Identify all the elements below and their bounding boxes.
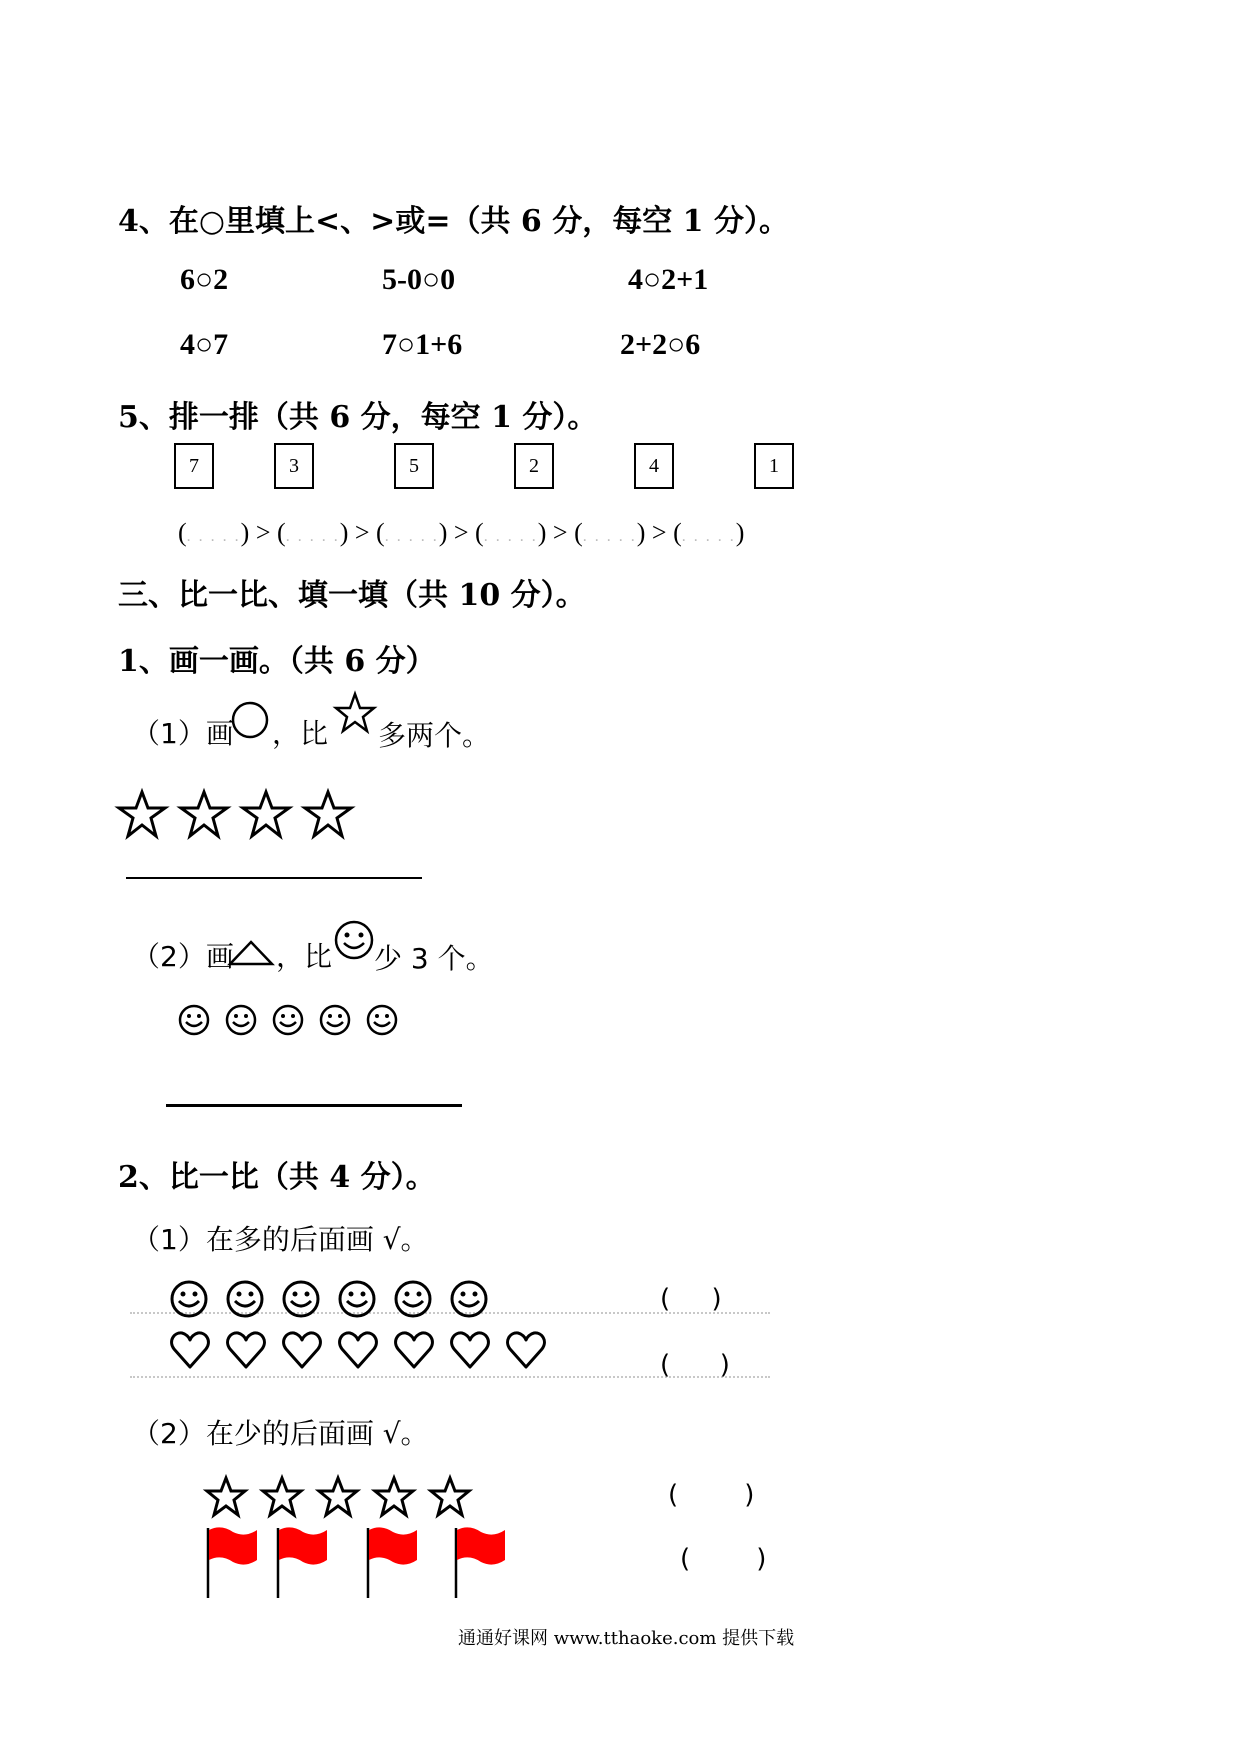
heart-icon bbox=[284, 1333, 321, 1367]
number-box-5: 5 bbox=[394, 443, 434, 489]
heart-icon bbox=[172, 1333, 209, 1367]
red-flag-icon bbox=[456, 1527, 505, 1598]
compare-item-4: 4○7 bbox=[180, 328, 229, 361]
answer-blank-6[interactable]: (. . . . .) bbox=[673, 518, 745, 547]
smiley-icon bbox=[180, 1006, 208, 1034]
answer-blank-4[interactable]: (. . . . .) bbox=[475, 518, 547, 547]
star-icon bbox=[243, 792, 289, 836]
heart-icon bbox=[452, 1333, 489, 1367]
section-5-title: 5、排一排（共 6 分，每空 1 分）。 bbox=[118, 400, 598, 435]
answer-line-1[interactable] bbox=[126, 877, 422, 879]
order-answer-row: (. . . . .) > (. . . . .) > (. . . . .) > (. . . . .) > (. . . . .) > (. . . . .) bbox=[178, 518, 745, 547]
star-row bbox=[118, 790, 368, 840]
compare-item-1: 6○2 bbox=[180, 263, 229, 296]
answer-blank-3[interactable]: (. . . . .) bbox=[376, 518, 448, 547]
answer-paren-flags[interactable]: ( ) bbox=[680, 1544, 767, 1574]
question-1-title: 1、画一画。（共 6 分） bbox=[118, 644, 436, 679]
compare-item-5: 7○1+6 bbox=[382, 328, 463, 361]
q1a-middle: ，比 bbox=[272, 717, 329, 750]
smiley-icon bbox=[368, 1006, 396, 1034]
star-icon bbox=[207, 1478, 245, 1515]
answer-blank-5[interactable]: (. . . . .) bbox=[574, 518, 646, 547]
compare-item-2: 5-0○0 bbox=[382, 263, 456, 296]
number-box-1: 1 bbox=[754, 443, 794, 489]
q1a-suffix: 多两个。 bbox=[378, 719, 491, 752]
red-flag-icon bbox=[278, 1527, 327, 1598]
compare-item-3: 4○2+1 bbox=[628, 263, 709, 296]
answer-paren-stars[interactable]: ( ) bbox=[668, 1480, 755, 1510]
smiley-icon bbox=[274, 1006, 302, 1034]
star-icon bbox=[263, 1478, 301, 1515]
star-icon bbox=[305, 792, 351, 836]
star-icon bbox=[334, 692, 376, 734]
answer-paren-smileys[interactable]: ( ) bbox=[660, 1284, 722, 1314]
number-box-3: 3 bbox=[274, 443, 314, 489]
star-icon bbox=[431, 1478, 469, 1515]
smiley-icon bbox=[227, 1006, 255, 1034]
heart-icon bbox=[340, 1333, 377, 1367]
answer-blank-2[interactable]: (. . . . .) bbox=[277, 518, 349, 547]
star-row-q2b bbox=[205, 1476, 475, 1518]
smiley-icon bbox=[172, 1282, 206, 1316]
heart-row bbox=[170, 1330, 550, 1370]
number-box-4: 4 bbox=[634, 443, 674, 489]
smiley-icon bbox=[321, 1006, 349, 1034]
answer-line-2[interactable] bbox=[166, 1104, 462, 1107]
heart-icon bbox=[396, 1333, 433, 1367]
heart-icon bbox=[508, 1333, 545, 1367]
smiley-row-large bbox=[170, 1280, 500, 1318]
smiley-icon bbox=[452, 1282, 486, 1316]
star-icon bbox=[319, 1478, 357, 1515]
smiley-icon bbox=[228, 1282, 262, 1316]
smiley-icon bbox=[396, 1282, 430, 1316]
smiley-row bbox=[178, 1004, 408, 1038]
smiley-icon bbox=[340, 1282, 374, 1316]
triangle-icon bbox=[228, 940, 274, 966]
q1b-suffix: 少 3 个。 bbox=[374, 942, 494, 975]
number-box-7: 7 bbox=[174, 443, 214, 489]
section-3-title: 三、比一比、填一填（共 10 分）。 bbox=[118, 578, 586, 613]
flag-row bbox=[205, 1524, 525, 1600]
red-flag-icon bbox=[368, 1527, 417, 1598]
section-4-title: 4、在○里填上<、>或=（共 6 分，每空 1 分）。 bbox=[118, 204, 789, 239]
smiley-icon bbox=[334, 920, 374, 960]
question-2-title: 2、比一比（共 4 分）。 bbox=[118, 1160, 436, 1195]
q1b-middle: ，比 bbox=[276, 940, 333, 973]
answer-paren-hearts[interactable]: ( ) bbox=[660, 1350, 730, 1380]
answer-blank-1[interactable]: (. . . . .) bbox=[178, 518, 250, 547]
star-icon bbox=[181, 792, 227, 836]
compare-item-6: 2+2○6 bbox=[620, 328, 701, 361]
q2a-title: （1）在多的后面画 √。 bbox=[132, 1223, 429, 1256]
heart-icon bbox=[228, 1333, 265, 1367]
q1a-prefix: （1）画 bbox=[132, 717, 234, 750]
footer-text: 通通好课网 www.tthaoke.com 提供下载 bbox=[458, 1628, 795, 1649]
number-box-2: 2 bbox=[514, 443, 554, 489]
q1b-prefix: （2）画 bbox=[132, 940, 234, 973]
star-icon bbox=[375, 1478, 413, 1515]
star-icon bbox=[119, 792, 165, 836]
circle-icon bbox=[230, 700, 270, 740]
q2b-title: （2）在少的后面画 √。 bbox=[132, 1417, 429, 1450]
smiley-icon bbox=[284, 1282, 318, 1316]
red-flag-icon bbox=[208, 1527, 257, 1598]
